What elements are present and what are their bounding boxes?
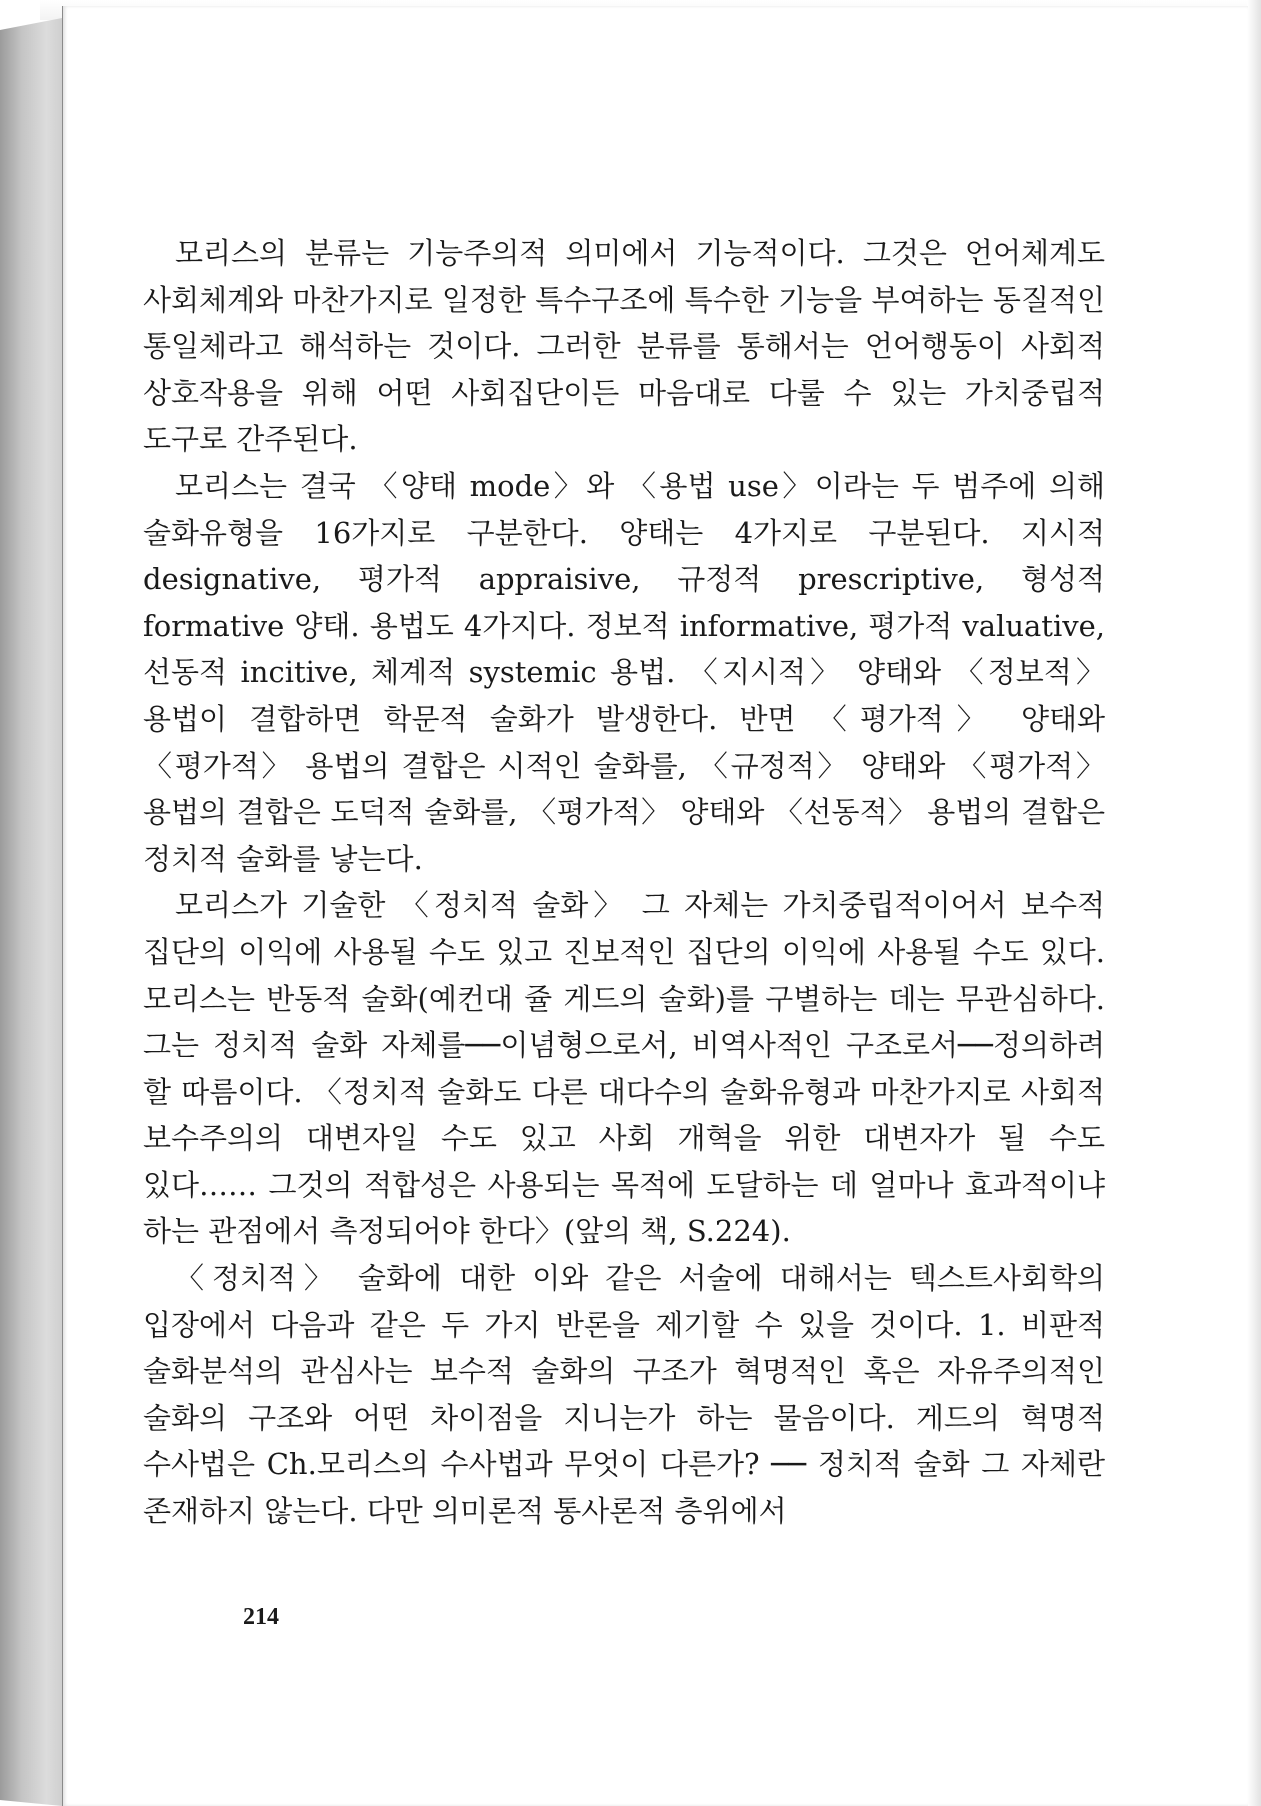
paragraph-1: 모리스의 분류는 기능주의적 의미에서 기능적이다. 그것은 언어체계도 사회체계와 마찬가지로 일정한 특수구조에 특수한 기능을 부여하는 동질적인 통일체라고 해석하는 것이다. 그러한 분류를 통해서는 언어행동이 사회적 상호작용을 위해 어떤 사회집단이든 마음대로 다룰 수 있는 가치중립적 도구로 간주된다. xyxy=(143,236,1105,457)
paragraph-2: 모리스는 결국 〈양태 mode〉와 〈용법 use〉이라는 두 범주에 의해 술화유형을 16가지로 구분한다. 양태는 4가지로 구분된다. 지시적 designative, 평가적 appraisive, 규정적 prescriptive, 형성적 formative 양태. 용법도 4가지다. 정보적 informative, 평가적 valuative, 선동적 incitive, 체계적 systemic 용법. 〈지시적〉 양태와 〈정보적〉 용법이 결합하면 학문적 술화가 발생한다. 반면 〈평가적〉 양태와 〈평가적〉 용법의 결합은 시적인 술화를, 〈규정적〉 양태와 〈평가적〉 용법의 결합은 도덕적 술화를, 〈평가적〉 양태와 〈선동적〉 용법의 결합은 정치적 술화를 낳는다. xyxy=(143,468,1105,876)
page-number: 214 xyxy=(243,1604,279,1630)
book-left-edge xyxy=(0,18,62,1806)
page-body xyxy=(143,230,1105,1535)
paragraph-4: 〈정치적〉 술화에 대한 이와 같은 서술에 대해서는 텍스트사회학의 입장에서 다음과 같은 두 가지 반론을 제기할 수 있을 것이다. 1. 비판적 술화분석의 관심사는 보수적 술화의 구조가 혁명적인 혹은 자유주의적인 술화의 구조와 어떤 차이점을 지니는가 하는 물음이다. 게드의 혁명적 수사법은 Ch.모리스의 수사법과 무엇이 다른가? ── 정치적 술화 그 자체란 존재하지 않는다. 다만 의미론적 통사론적 층위에서 xyxy=(143,1261,1105,1529)
book-right-edge xyxy=(1247,0,1261,1806)
paragraph-3: 모리스가 기술한 〈정치적 술화〉 그 자체는 가치중립적이어서 보수적 집단의 이익에 사용될 수도 있고 진보적인 집단의 이익에 사용될 수도 있다. 모리스는 반동적 술화(예컨대 쥴 게드의 술화)를 구별하는 데는 무관심하다. 그는 정치적 술화 자체를──이념형으로서, 비역사적인 구조로서──정의하려 할 따름이다. 〈정치적 술화도 다른 대다수의 술화유형과 마찬가지로 사회적 보수주의의 대변자일 수도 있고 사회 개혁을 위한 대변자가 될 수도 있다…… 그것의 적합성은 사용되는 목적에 도달하는 데 얼마나 효과적이냐 하는 관점에서 측정되어야 한다〉(앞의 책, S.224). xyxy=(143,888,1105,1249)
